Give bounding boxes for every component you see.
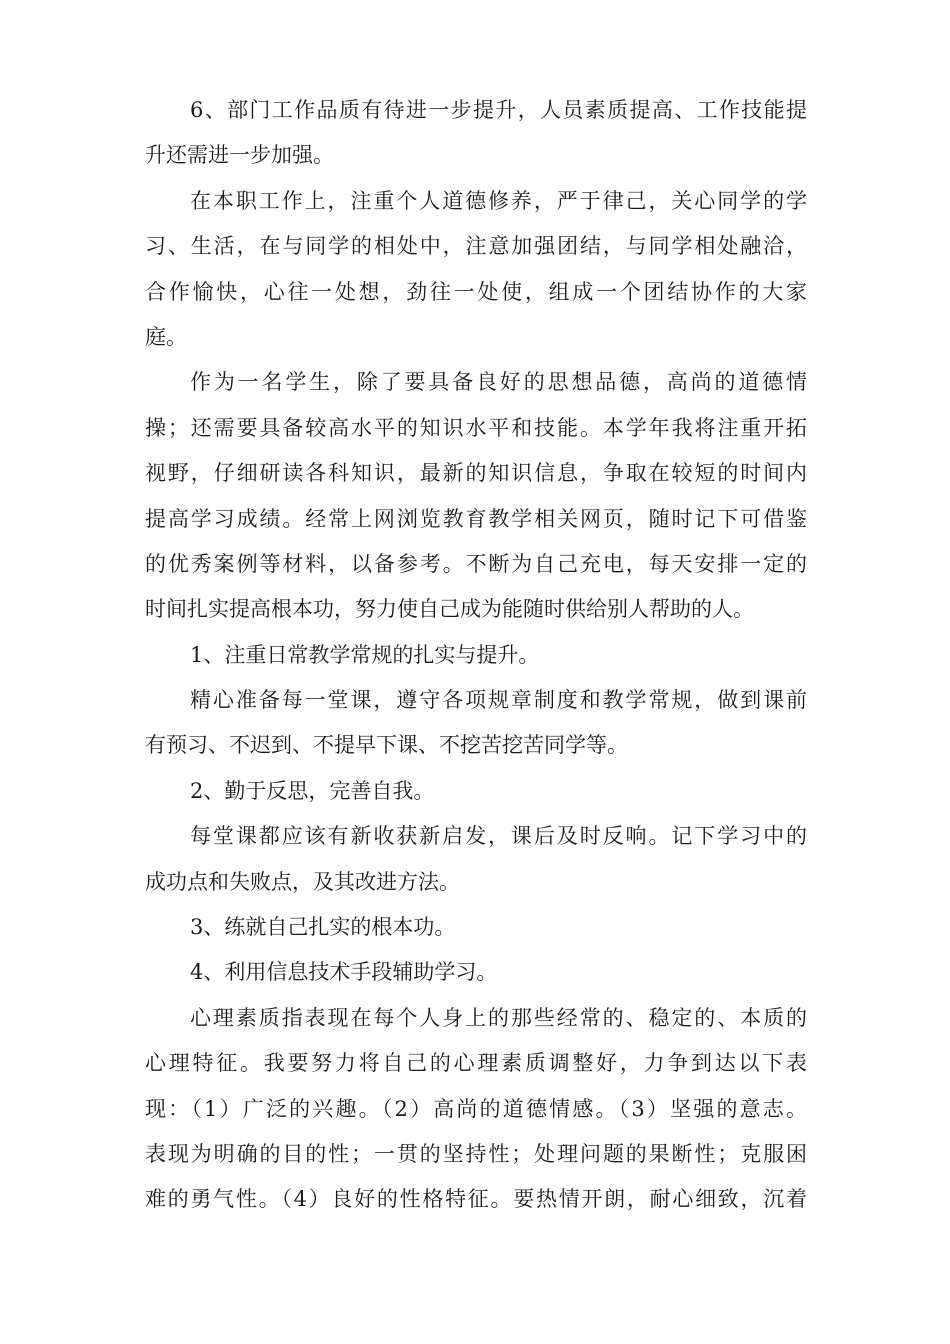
document-body: [145, 88, 807, 1223]
text-line: 作为一名学生，除了要具备良好的思想品德，高尚的道德情: [190, 370, 807, 395]
text-line: 精心准备每一堂课，遵守各项规章制度和教学常规，做到课前: [190, 688, 807, 713]
text-line: 视野，仔细研读各科知识，最新的知识信息，争取在较短的时间内: [145, 461, 807, 486]
text-line: 提高学习成绩。经常上网浏览教育教学相关网页，随时记下可借鉴: [145, 506, 807, 531]
text-line: 在本职工作上，注重个人道德修养，严于律己，关心同学的学: [190, 188, 807, 213]
text-line: 每堂课都应该有新收获新启发，课后及时反响。记下学习中的: [190, 824, 807, 849]
text-line: 成功点和失败点，及其改进方法。: [145, 869, 460, 894]
text-line: 习、生活，在与同学的相处中，注意加强团结，与同学相处融洽，: [145, 234, 807, 259]
text-line: 心理特征。我要努力将自己的心理素质调整好，力争到达以下表: [145, 1051, 807, 1076]
text-line: 心理素质指表现在每个人身上的那些经常的、稳定的、本质的: [190, 1005, 807, 1030]
text-line: 6、部门工作品质有待进一步提升，人员素质提高、工作技能提: [190, 98, 807, 122]
text-line: 升还需进一步加强。: [145, 143, 334, 168]
text-line: 有预习、不迟到、不提早下课、不挖苦挖苦同学等。: [145, 733, 628, 758]
text-line: 时间扎实提高根本功，努力使自己成为能随时供给别人帮助的人。: [145, 597, 754, 622]
text-line: 的优秀案例等材料，以备参考。不断为自己充电，每天安排一定的: [145, 551, 807, 576]
text-line: 现：（1）广泛的兴趣。（2）高尚的道德情感。（3）坚强的意志。: [145, 1096, 807, 1121]
text-line: 难的勇气性。（4）良好的性格特征。要热情开朗，耐心细致，沉着: [145, 1187, 807, 1212]
text-line: 3、练就自己扎实的根本功。: [190, 915, 456, 940]
text-line: 1、注重日常教学常规的扎实与提升。: [190, 642, 540, 667]
text-line: 庭。: [145, 324, 187, 349]
text-line: 表现为明确的目的性；一贯的坚持性；处理问题的果断性；克服困: [145, 1141, 807, 1166]
text-line: 4、利用信息技术手段辅助学习。: [190, 960, 498, 985]
text-line: 合作愉快，心往一处想，劲往一处使，组成一个团结协作的大家: [145, 279, 807, 304]
text-line: 操；还需要具备较高水平的知识水平和技能。本学年我将注重开拓: [145, 415, 807, 440]
text-line: 2、勤于反思，完善自我。: [190, 778, 435, 803]
